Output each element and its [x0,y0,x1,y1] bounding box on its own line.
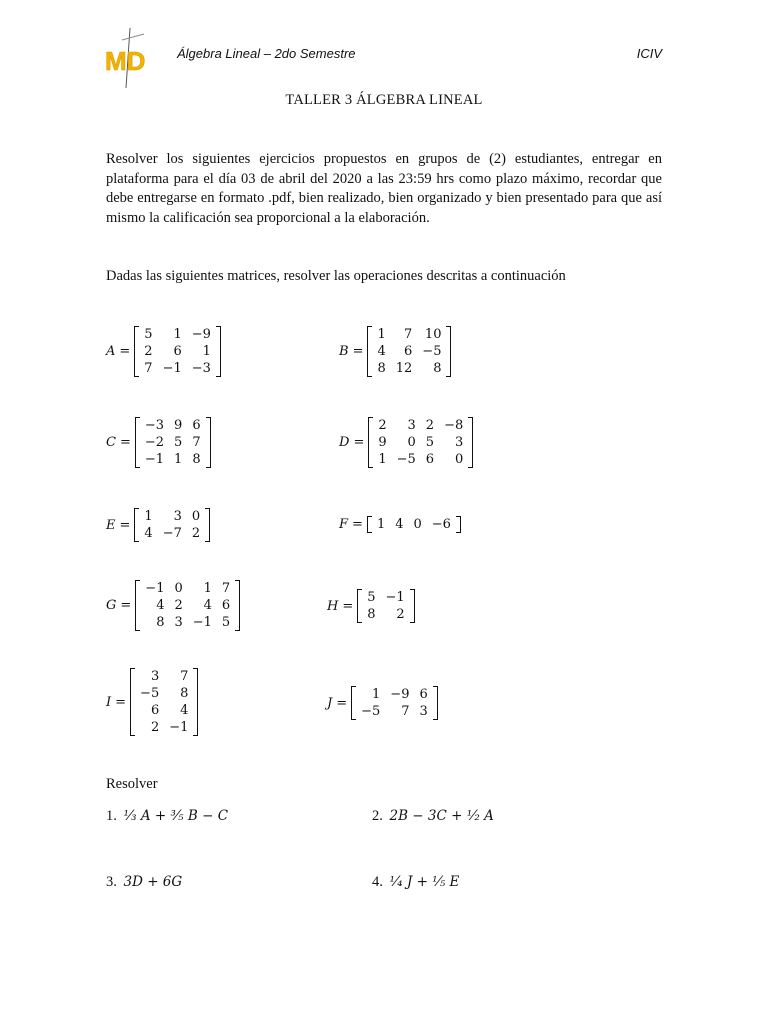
matrix-brackets [367,326,451,377]
matrix-entry: 3 [454,435,464,450]
matrix-entry: −9 [390,687,410,702]
matrix-row [140,580,235,597]
matrix-entry: 5 [221,615,231,630]
matrix-entry: 7 [144,361,153,376]
matrix-entry: 2 [150,720,160,735]
course-code: ICIV [636,46,662,61]
matrix-row [135,719,193,736]
matrix-row [140,451,206,468]
matrix-entry: 1 [376,517,386,532]
matrix-name: J [327,695,333,711]
matrix-entry: 8 [156,615,165,630]
matrix-d [339,417,473,468]
matrix-name: I [106,694,112,710]
matrix-name: F [339,517,349,532]
matrix-entry: 5 [425,435,435,450]
matrix-entry: 7 [180,669,189,684]
matrix-entry: 2 [144,344,153,359]
matrix-entry: 8 [377,361,386,376]
exercise-number: 3. [106,874,117,890]
matrix-name: B [339,344,349,359]
matrix-row [139,326,216,343]
matrix-name: H [327,598,339,614]
matrix-entry: 4 [377,344,386,359]
matrix-entry: −3 [144,418,165,433]
matrix-entry: 4 [395,517,404,532]
matrix-f [339,516,461,533]
matrix-row [139,525,205,542]
matrix-entry: 0 [174,581,183,596]
matrix-e [106,508,210,542]
matrix-entry: 8 [367,607,376,622]
matrix-entry: 5 [174,435,183,450]
matrix-h [327,589,415,623]
matrix-entry: 1 [144,509,153,524]
matrix-entry: −3 [191,361,211,376]
matrix-entry: 8 [192,452,201,467]
matrix-entry: 1 [174,452,183,467]
matrix-entry: −5 [140,686,160,701]
matrix-entry: −7 [162,526,182,541]
equals-sign: = [119,517,131,533]
equals-sign: = [342,598,354,614]
matrix-brackets [130,668,198,736]
matrix-c [106,417,211,468]
matrix-entry: 6 [404,344,413,359]
exercise-number: 2. [372,808,383,824]
matrix-entry: 3 [174,615,183,630]
matrix-entry: 5 [144,327,153,342]
matrix-entry: 4 [156,598,165,613]
instructions-paragraph: Resolver los siguientes ejercicios propuestos en grupos de (2) estudiantes, entregar en plataforma para el día 03 de abril del 2020 a las 23:59 hrs como plazo máximo, recordar que debe entregarse en formato .pdf, bien realizado, bien organizado y bien presentado para que así mismo la calificación sea proporcional a la elaboración. [106,151,662,226]
document-title: TALLER 3 ÁLGEBRA LINEAL [285,92,483,108]
matrix-entry: −5 [422,344,442,359]
exercise-1 [106,808,228,825]
matrix-row [139,360,216,377]
matrix-b [339,326,451,377]
matrix-row [140,417,206,434]
matrix-entry: 7 [404,327,413,342]
exercise-number: 4. [372,874,383,890]
matrix-entry: 2 [425,418,435,433]
matrix-entry: 1 [378,452,387,467]
exercise-2 [372,808,494,825]
given-matrices-text: Dadas las siguientes matrices, resolver las operaciones descritas a continuación [106,268,566,284]
exercise-3 [106,874,182,891]
matrix-name: G [106,598,117,613]
matrix-entry: 0 [191,509,201,524]
matrix-entry: 1 [377,327,386,342]
logo-text: MD [105,46,146,76]
matrix-entry: 1 [202,344,211,359]
matrix-entry: 9 [378,435,387,450]
matrix-entry: −2 [144,435,165,450]
matrix-entry: 3 [407,418,416,433]
matrix-row [135,685,193,702]
matrix-row [140,597,235,614]
matrix-entry: 6 [221,598,231,613]
matrix-row [135,668,193,685]
matrix-entry: 7 [401,704,410,719]
matrix-entry: 0 [413,517,422,532]
matrix-row [373,451,468,468]
equals-sign: = [119,344,131,359]
matrix-a [106,326,221,377]
matrix-row [362,606,409,623]
matrix-name: D [339,435,350,450]
resolve-label: Resolver [106,776,158,792]
exercise-expression: ¹⁄₄ J + ¹⁄₅ E [389,874,460,890]
matrix-brackets [367,516,461,533]
matrix-j [327,686,438,720]
matrix-entry: 7 [221,581,231,596]
matrix-entry: −1 [144,452,165,467]
matrix-entry: −6 [431,517,451,532]
matrix-entry: 1 [173,327,182,342]
matrix-entry: 2 [378,418,387,433]
matrix-entry: −1 [145,581,165,596]
equals-sign: = [119,435,131,450]
matrix-row [140,434,206,451]
matrix-entry: −1 [162,361,182,376]
matrix-row [139,508,205,525]
matrix-entry: 2 [191,526,201,541]
exercise-expression: ¹⁄₃ A + ³⁄₅ B − C [123,808,229,824]
matrix-entry: 9 [174,418,183,433]
matrix-row [372,516,456,533]
matrix-entry: 8 [433,361,442,376]
matrix-brackets [135,580,240,631]
matrix-entry: −5 [396,452,416,467]
matrix-entry: −1 [192,615,212,630]
matrix-entry: 3 [173,509,182,524]
matrix-entry: 2 [396,607,405,622]
page-header [0,0,768,100]
matrix-entry: 10 [424,327,442,342]
matrix-brackets [135,417,211,468]
matrix-entry: −8 [444,418,464,433]
matrix-row [140,614,235,631]
matrix-entry: 1 [372,687,381,702]
matrix-entry: −1 [385,590,405,605]
course-title: Álgebra Lineal – 2do Semestre [177,46,356,61]
matrix-entry: 0 [407,435,416,450]
matrix-entry: 12 [395,361,413,376]
matrix-name: A [106,344,116,359]
matrix-row [356,703,433,720]
exercise-4 [372,874,459,891]
matrix-name: C [106,435,116,450]
matrix-row [356,686,433,703]
exercise-expression: 2B − 3C + ¹⁄₂ A [389,808,494,824]
matrix-entry: 4 [203,598,212,613]
equals-sign: = [120,598,132,613]
md-logo [104,26,152,92]
matrix-entry: 1 [203,581,212,596]
matrix-row [373,417,468,434]
equals-sign: = [353,435,365,450]
matrix-row [362,589,409,606]
matrix-entry: 3 [419,704,428,719]
matrix-entry: 6 [150,703,160,718]
matrix-entry: 7 [192,435,201,450]
matrix-brackets [357,589,414,623]
equals-sign: = [352,344,364,359]
matrix-entry: −9 [191,327,211,342]
matrix-brackets [351,686,438,720]
matrix-row [372,360,446,377]
matrix-brackets [368,417,473,468]
matrix-entry: 0 [454,452,464,467]
matrix-row [372,326,446,343]
matrix-entry: 6 [425,452,435,467]
matrix-entry: −1 [169,720,189,735]
matrix-entry: 4 [144,526,153,541]
equals-sign: = [336,695,348,711]
matrix-entry: 5 [367,590,376,605]
equals-sign: = [352,517,363,532]
matrix-brackets [134,508,210,542]
matrix-g [106,580,240,631]
matrix-entry: 6 [173,344,182,359]
matrix-entry: 2 [174,598,183,613]
matrix-i [106,668,198,736]
matrix-entry: 6 [192,418,201,433]
equals-sign: = [115,694,127,710]
matrix-entry: 6 [419,687,428,702]
exercise-number: 1. [106,808,117,824]
matrix-entry: 4 [180,703,189,718]
matrix-row [135,702,193,719]
matrix-entry: 8 [180,686,189,701]
matrix-name: E [106,517,116,533]
matrix-row [373,434,468,451]
exercise-expression: 3D + 6G [123,874,183,890]
matrix-row [372,343,446,360]
matrix-entry: 3 [150,669,160,684]
matrix-row [139,343,216,360]
matrix-entry: −5 [361,704,381,719]
matrix-brackets [134,326,221,377]
